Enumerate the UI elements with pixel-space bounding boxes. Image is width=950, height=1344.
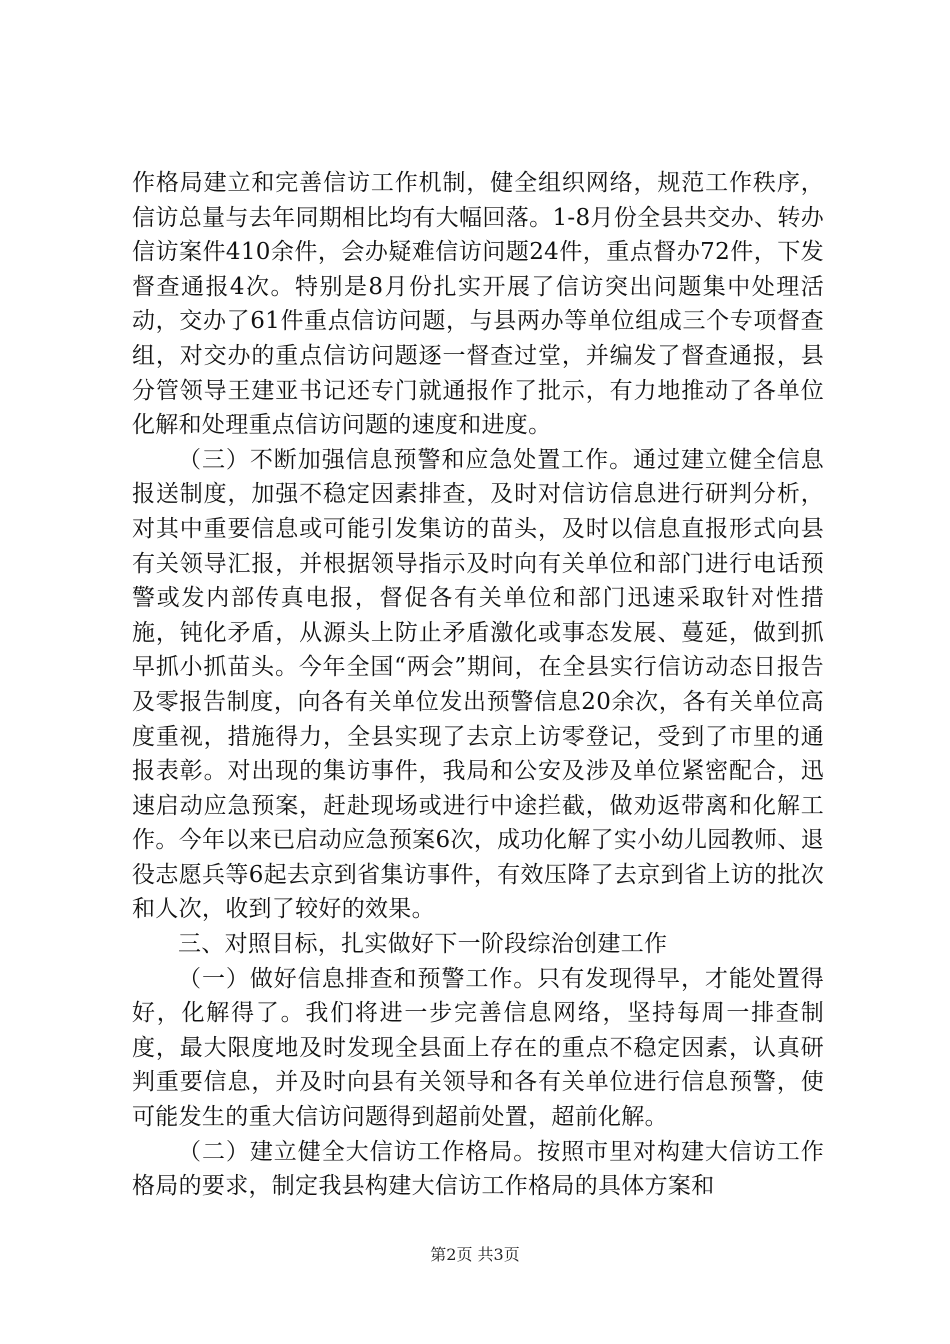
paragraph-big-petition-pattern: （二）建立健全大信访工作格局。按照市里对构建大信访工作格局的要求，制定我县构建大信访工作格局的具体方案和 xyxy=(132,1138,824,1200)
paragraph-early-warning: （三）不断加强信息预警和应急处置工作。通过建立健全信息报送制度，加强不稳定因素排查，及时对信访信息进行研判分析，对其中重要信息或可能引发集访的苗头，及时以信息直报形式向县有关领导汇报，并根据领导指示及时向有关单位和部门进行电话预警或发内部传真电报，督促各有关单位和部门迅速采取针对性措施，钝化矛盾，从源头上防止矛盾激化或事态发展、蔓延，做到抓早抓小抓苗头。今年全国“两会”期间，在全县实行信访动态日报告及零报告制度，向各有关单位发出预警信息20余次，各有关单位高度重视，措施得力，全县实现了去京上访零登记，受到了市里的通报表彰。对出现的集访事件，我局和公安及涉及单位紧密配合，迅速启动应急预案，赶赴现场或进行中途拦截，做劝返带离和化解工作。今年以来已启动应急预案6次，成功化解了实小幼儿园教师、退役志愿兵等6起去京到省集访事件，有效压降了去京到省上访的批次和人次，收到了较好的效果。 xyxy=(132,446,824,923)
section-heading-next-stage: 三、对照目标，扎实做好下一阶段综治创建工作 xyxy=(178,931,668,958)
paragraph-info-screening: （一）做好信息排查和预警工作。只有发现得早，才能处置得好，化解得了。我们将进一步完善信息网络，坚持每周一排查制度，最大限度地及时发现全县面上存在的重点不稳定因素，认真研判重要信息，并及时向县有关领导和各有关单位进行信息预警，使可能发生的重大信访问题得到超前处置，超前化解。 xyxy=(132,965,824,1131)
page-number-footer: 第2页 共3页 xyxy=(430,1245,520,1264)
paragraph-work-pattern: 作格局建立和完善信访工作机制，健全组织网络，规范工作秩序，信访总量与去年同期相比均有大幅回落。1-8月份全县共交办、转办信访案件410余件，会办疑难信访问题24件，重点督办72件，下发督查通报4次。特别是8月份扎实开展了信访突出问题集中处理活动，交办了61件重点信访问题，与县两办等单位组成三个专项督查组，对交办的重点信访问题逐一督查过堂，并编发了督查通报，县分管领导王建亚书记还专门就通报作了批示，有力地推动了各单位化解和处理重点信访问题的速度和进度。 xyxy=(132,170,824,439)
document-body xyxy=(132,166,824,1204)
